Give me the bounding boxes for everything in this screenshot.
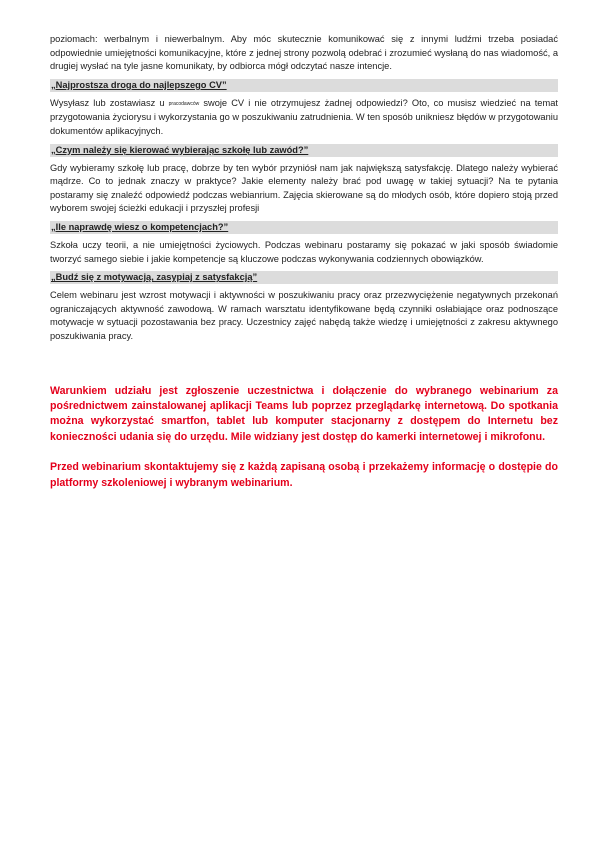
section-body-cv-small-word: pracodawców: [168, 100, 200, 107]
section-heading-school-choice: „Czym należy się kierować wybierając szkołę lub zawód?”: [50, 144, 558, 157]
section-body-cv: [50, 97, 558, 139]
participation-notice: Warunkiem udziału jest zgłoszenie uczestnictwa i dołączenie do wybranego webinarium za pośrednictwem zainstalowanej aplikacji Teams lub poprzez przeglądarkę internetową. Do spotkania można wykorzystać smartfon, tablet lub komputer stacjonarny z dostępem do Internetu bez konieczności udania się do urzędu. Mile widziany jest dostęp do kamerki internetowej i mikrofonu.: [50, 384, 558, 443]
page-content: [50, 33, 558, 491]
section-heading-motivation: „Budź się z motywacją, zasypiaj z satysfakcją”: [50, 271, 558, 284]
section-body-competencies: Szkoła uczy teorii, a nie umiejętności życiowych. Podczas webinaru postaramy się pokazać w jaki sposób świadomie tworzyć samego siebie i jakie kompetencje są kluczowe podczas wykonywania codziennych obowiązków.: [50, 239, 558, 264]
section-body-cv-end: swoje CV i nie otrzymujesz żadnej odpowiedzi? Oto, co musisz wiedzieć na temat przygotowania życiorysu i wykorzystania go w poszukiwaniu zatrudnienia. W ten sposób unikniesz błędów w przygotowaniu dokumentów aplikacyjnych.: [50, 97, 558, 136]
intro-paragraph: poziomach: werbalnym i niewerbalnym. Aby móc skutecznie komunikować się z innymi ludźmi trzeba posiadać odpowiednie umiejętności komunikacyjne, które z jednej strony pozwolą odebrać i zrozumieć wysłaną do nas wiadomość, a drugiej wysłać na tyle jasne komunikaty, by odbiorca mógł odczytać nasze intencje.: [50, 34, 558, 72]
section-body-school-choice: Gdy wybieramy szkołę lub pracę, dobrze by ten wybór przyniósł nam jak największą satysfakcję. Dlatego należy wybierać mądrze. Co to jednak znaczy w praktyce? Jakie elementy należy brać pod uwagę w takiej sytuacji? Na te pytania postaramy się znaleźć odpowiedź podczas webianrium. Zajęcia skierowane są do młodych osób, które dopiero stoją przed wyborem swojej ścieżki edukacji i przyszłej profesji: [50, 162, 558, 214]
section-heading-competencies: „Ile naprawdę wiesz o kompetencjach?”: [50, 221, 558, 234]
section-heading-cv: „Najprostsza droga do najlepszego CV”: [50, 79, 558, 92]
section-body-cv-start: Wysyłasz lub zostawiasz u: [50, 97, 165, 108]
section-body-motivation: Celem webinaru jest wzrost motywacji i aktywności w poszukiwaniu pracy oraz przezwyciężenie negatywnych przekonań ograniczających aktywność zawodową. W ramach warsztatu identyfikowane będą czynniki osłabiające oraz podnoszące motywacje w sytuacji pozostawania bez pracy. Uczestnicy zajęć nabędą także wiedzę i umiejętności z zakresu aktywnego poszukiwania pracy.: [50, 290, 558, 341]
contact-notice: Przed webinarium skontaktujemy się z każdą zapisaną osobą i przekażemy informację o dostępie do platformy szkoleniowej i wybranym webinarium.: [50, 461, 558, 489]
